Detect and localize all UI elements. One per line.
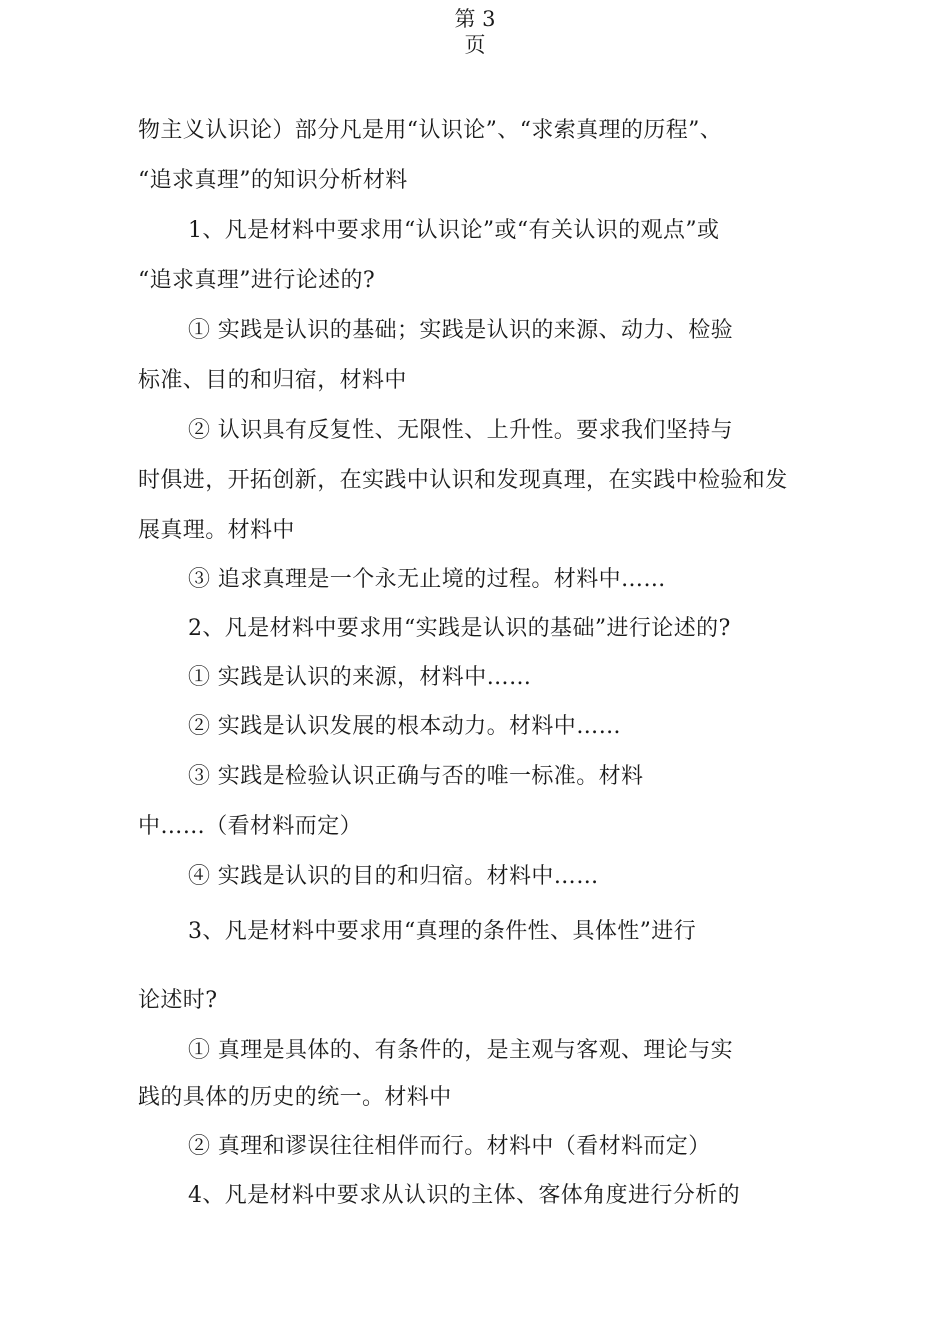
page-number-line-2: 页 — [464, 33, 486, 57]
body-line: 标准、目的和归宿，材料中 — [138, 368, 407, 393]
list-item: ③ 实践是检验认识正确与否的唯一标准。材料 — [188, 764, 644, 789]
body-line: “追求真理”的知识分析材料 — [138, 168, 408, 193]
list-item: ③ 追求真理是一个永无止境的过程。材料中…… — [188, 567, 666, 592]
section-1-heading: 1、凡是材料中要求用“认识论”或“有关认识的观点”或 — [188, 218, 720, 243]
list-item: ② 真理和谬误往往相伴而行。材料中（看材料而定） — [188, 1134, 711, 1159]
section-3-heading: 3、凡是材料中要求用“真理的条件性、具体性”进行 — [188, 919, 697, 944]
body-line: 践的具体的历史的统一。材料中 — [138, 1085, 452, 1110]
list-item: ① 实践是认识的来源，材料中…… — [188, 665, 532, 690]
list-item: ④ 实践是认识的目的和归宿。材料中…… — [188, 864, 599, 889]
page-number-header — [0, 6, 950, 58]
list-item: ① 真理是具体的、有条件的，是主观与客观、理论与实 — [188, 1038, 733, 1063]
body-line: 展真理。材料中 — [138, 518, 295, 543]
list-item: ① 实践是认识的基础；实践是认识的来源、动力、检验 — [188, 318, 733, 343]
body-line: 论述时? — [138, 988, 218, 1013]
list-item: ② 实践是认识发展的根本动力。材料中…… — [188, 714, 621, 739]
page-number-line-1: 第 3 — [454, 7, 496, 31]
body-line: 中……（看材料而定） — [138, 814, 363, 839]
body-line: 时俱进，开拓创新，在实践中认识和发现真理，在实践中检验和发 — [138, 468, 788, 493]
body-line: 物主义认识论）部分凡是用“认识论”、“求索真理的历程”、 — [138, 118, 723, 143]
list-item: ② 认识具有反复性、无限性、上升性。要求我们坚持与 — [188, 418, 733, 443]
section-2-heading: 2、凡是材料中要求用“实践是认识的基础”进行论述的? — [188, 616, 731, 641]
body-line: “追求真理”进行论述的? — [138, 268, 376, 293]
section-4-heading: 4、凡是材料中要求从认识的主体、客体角度进行分析的 — [188, 1183, 740, 1208]
